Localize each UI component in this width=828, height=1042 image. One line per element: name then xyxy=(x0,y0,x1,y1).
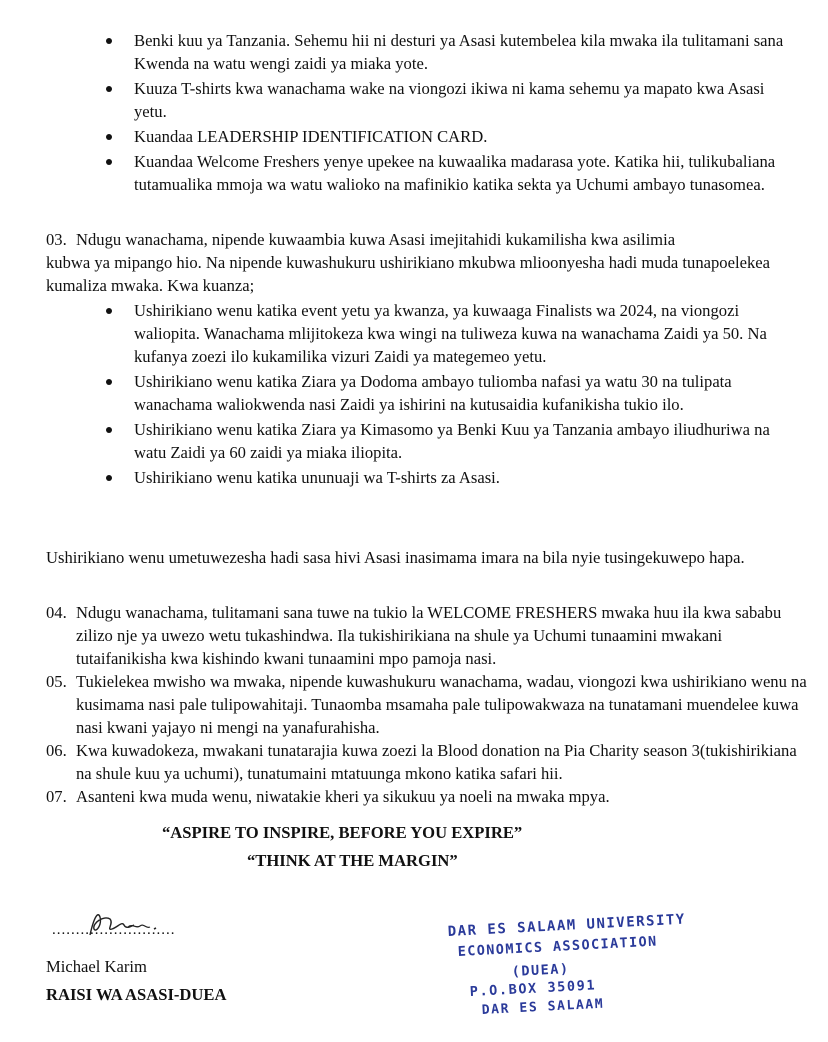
item-text: Ndugu wanachama, tulitamani sana tuwe na tukio la WELCOME FRESHERS mwaka huu ila kwa sababu zilizo nje ya uwezo wetu tukashindwa. Ila tukishirikiana na shule ya Uchumi tunaamini mwakani tutaifanikisha kwa kishindo kwani tunaamini mpo pamoja nasi. xyxy=(76,603,782,668)
section-03-first-line: Ndugu wanachama, nipende kuwaambia kuwa Asasi imejitahidi kukamilisha kwa asilimia xyxy=(76,230,676,249)
item-text: Asanteni kwa muda wenu, niwatakie kheri ya sikukuu ya noeli na mwaka mpya. xyxy=(76,787,610,806)
section-number: 03. xyxy=(46,230,67,249)
signature-line xyxy=(46,915,306,941)
item-number: 06. xyxy=(46,741,67,760)
item-text: Kwa kuwadokeza, mwakani tunatarajia kuwa zoezi la Blood donation na Pia Charity season 3(tukishirikiana na shule kuu ya uchumi), tunatumaini mtatuunga mkono katika safari hii. xyxy=(76,741,797,783)
numbered-item xyxy=(0,785,828,808)
item-number: 04. xyxy=(46,603,67,622)
list-item: Kuandaa LEADERSHIP IDENTIFICATION CARD. xyxy=(0,125,828,148)
cooperation-bullet-list xyxy=(0,299,828,489)
stamp-line: DAR ES SALAAM UNIVERSITY xyxy=(447,911,687,940)
closing-paragraph: Ushirikiano wenu umetuwezesha hadi sasa hivi Asasi inasimama imara na bila nyie tusingekuwepo hapa. xyxy=(46,548,745,567)
section-03-continuation: kubwa ya mipango hio. Na nipende kuwashukuru ushirikiano mkubwa mlioonyesha hadi muda tunapoelekea kumaliza mwaka. Kwa kuanza; xyxy=(46,253,770,295)
signer-title: RAISI WA ASASI-DUEA xyxy=(46,985,227,1004)
list-item: Ushirikiano wenu katika Ziara ya Kimasomo ya Benki Kuu ya Tanzania ambayo iliudhuriwa na watu Zaidi ya 60 zaidi ya miaka iliopita. xyxy=(0,418,828,464)
signer-name: Michael Karim xyxy=(46,957,147,976)
signature-block xyxy=(46,915,306,941)
numbered-list xyxy=(0,601,828,808)
section-03-intro xyxy=(0,228,828,297)
signature-dots: .......................... xyxy=(52,922,176,938)
list-item: Ushirikiano wenu katika event yetu ya kwanza, ya kuwaaga Finalists wa 2024, na viongozi waliopita. Wanachama mlijitokeza kwa wingi na tuliweza kuwa na wanachama Zaidi ya 50. Na kufanya zoezi ilo kukamilika vizuri Zaidi ya mategemeo yetu. xyxy=(0,299,828,368)
list-item: Ushirikiano wenu katika Ziara ya Dodoma ambayo tuliomba nafasi ya watu 30 na tulipata wanachama waliokwenda nasi Zaidi ya ishirini na kutusaidia kufanikisha tukio ilo. xyxy=(0,370,828,416)
association-stamp xyxy=(440,910,690,1030)
list-item: Ushirikiano wenu katika ununuaji wa T-shirts za Asasi. xyxy=(0,466,828,489)
stamp-line: P.O.BOX 35091 xyxy=(469,977,597,1000)
item-number: 05. xyxy=(46,672,67,691)
stamp-line: DAR ES SALAAM xyxy=(481,996,605,1018)
motto-margin: “THINK AT THE MARGIN” xyxy=(247,851,458,870)
numbered-item xyxy=(0,739,828,785)
item-text: Tukielekea mwisho wa mwaka, nipende kuwashukuru wanachama, wadau, viongozi kwa ushirikiano wenu na kusimama nasi pale tulipowahitaji. Tunaomba msamaha pale tulipowakwaza na tunatamani muendelee kuwa nasi kwani yajayo ni mengi na yanafurahisha. xyxy=(76,672,807,737)
numbered-item xyxy=(0,670,828,739)
list-item: Kuuza T-shirts kwa wanachama wake na viongozi ikiwa ni kama sehemu ya mapato kwa Asasi yetu. xyxy=(0,77,828,123)
top-bullet-list xyxy=(0,29,828,198)
item-number: 07. xyxy=(46,787,67,806)
numbered-item xyxy=(0,601,828,670)
motto-aspire: “ASPIRE TO INSPIRE, BEFORE YOU EXPIRE” xyxy=(162,823,523,842)
section-03 xyxy=(0,228,828,491)
list-item: Benki kuu ya Tanzania. Sehemu hii ni desturi ya Asasi kutembelea kila mwaka ila tulitamani sana Kwenda na watu wengi zaidi ya miaka yote. xyxy=(0,29,828,75)
handwritten-signature-icon xyxy=(84,907,174,941)
list-item: Kuandaa Welcome Freshers yenye upekee na kuwaalika madarasa yote. Katika hii, tulikubaliana tutamualika mmoja wa watu walioko na mafinikio katika sekta ya Uchumi ambayo tunasomea. xyxy=(0,150,828,196)
stamp-line: ECONOMICS ASSOCIATION xyxy=(457,933,659,960)
stamp-line: (DUEA) xyxy=(511,960,570,980)
